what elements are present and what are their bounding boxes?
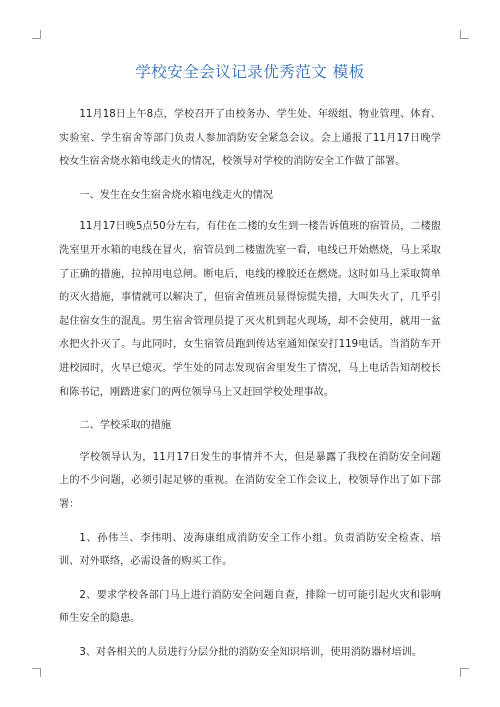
measure-item-1: 1、孙伟兰、李伟明、凌海康组成消防安全工作小组。负责消防安全检查、培训、对外联络，必需设备的购买工作。 (59, 532, 441, 568)
document-title: 学校安全会议记录优秀范文 模板 (135, 63, 365, 81)
measure-item-2: 2、要求学校各部门马上进行消防安全问题自查，排除一切可能引起火灾和影响师生安全的隐患。 (59, 589, 441, 625)
intro-paragraph: 11月18日上午8点，学校召开了由校务办、学生处、年级组、物业管理、体育、实验室、学生宿舍等部门负责人参加消防安全紧急会议。会上通报了11月17日晚学校女生宿舍烧水箱电线走火的情况，校领导对学校的消防安全工作做了部署。 (59, 109, 441, 168)
section-heading-incident: 一、发生在女生宿舍烧水箱电线走火的情况 (79, 189, 273, 201)
document-body (59, 103, 441, 674)
page-corner-mark-bottom-right (460, 668, 469, 677)
measures-intro-paragraph: 学校领导认为，11月17日发生的事情并不大，但是暴露了我校在消防安全问题上的不少问题，必须引起足够的重视。在消防安全工作会议上，校领导作出了如下部署： (59, 451, 441, 510)
page-corner-mark-top-right (460, 30, 469, 39)
page-corner-mark-top-left (32, 30, 41, 39)
measure-item-3: 3、对各相关的人员进行分层分批的消防安全知识培训，使用消防器材培训。 (79, 646, 423, 658)
section-heading-measures: 二、学校采取的措施 (79, 420, 172, 432)
incident-paragraph: 11月17日晚5点50分左右，有住在二楼的女生到一楼告诉值班的宿管员，二楼盥洗室里开水箱的电线在冒火，宿管员到二楼盥洗室一看，电线已开始燃烧，马上采取了正确的措施，拉掉用电总闸。断电后，电线的橡胶还在燃烧。这时如马上采取简单的灭火措施，事情就可以解决了，但宿舍值班员显得惊慌失措，大叫失火了，几乎引起住宿女生的混乱。男生宿舍管理员提了灭火机到起火现场，却不会使用，就用一盆水把火扑灭了。与此同时，女生宿管员跑到传达室通知保安打119电话。当消防车开进校园时，火早已熄灭。学生处的同志发现宿舍里发生了情况，马上电话告知胡校长和陈书记，刚踏进家门的两位领导马上又赶回学校处理事故。 (59, 221, 441, 398)
page-corner-mark-bottom-left (32, 668, 41, 677)
